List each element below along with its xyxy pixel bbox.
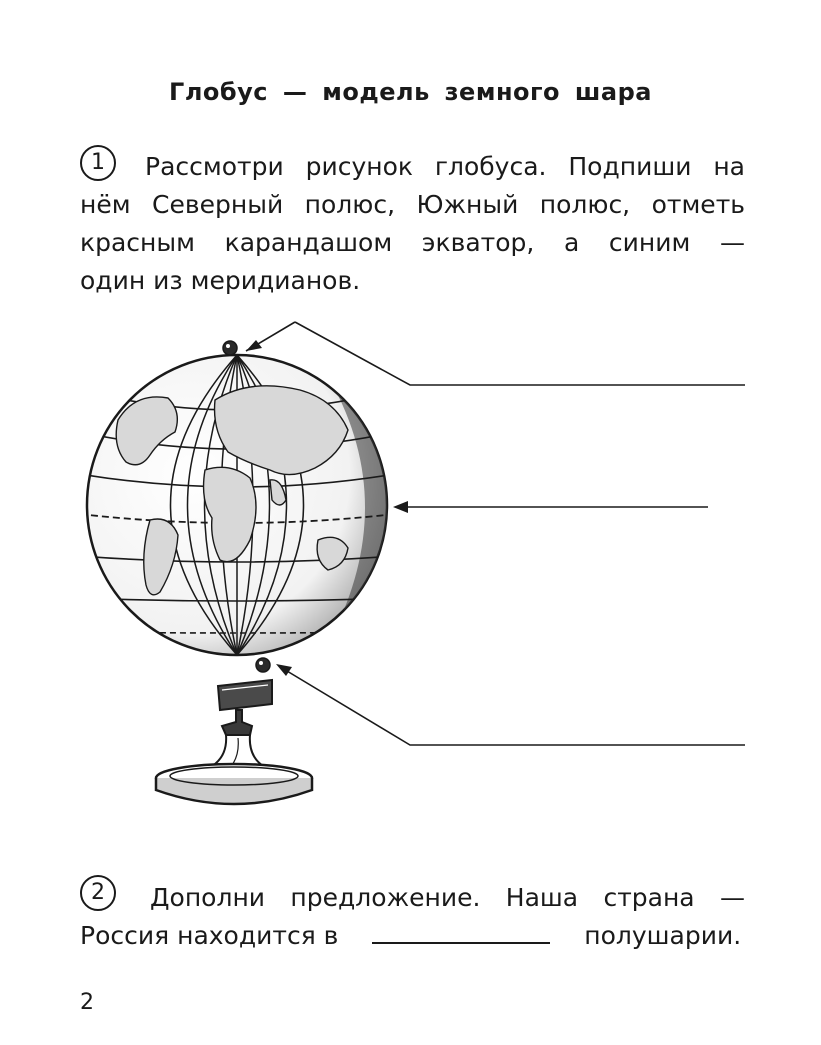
page-number: 2 (80, 990, 94, 1015)
south-pin (256, 658, 270, 672)
pointer-north (295, 322, 745, 385)
task-1-line-4: один из меридианов. (80, 266, 361, 295)
north-pin (223, 341, 237, 355)
task-2-line-1: Дополни предложение. Наша страна — (150, 883, 745, 912)
task-1-line-3: красным карандашом экватор, а синим — (80, 228, 745, 257)
task-2-line-2-start: Россия находится в (80, 921, 339, 950)
task-1-line-1: Рассмотри рисунок глобуса. Подпиши на (145, 152, 745, 181)
task-2-number: 2 (80, 875, 116, 911)
arrowhead-south (276, 664, 292, 676)
pointer-south (282, 668, 745, 745)
page-title: Глобус — модель земного шара (169, 78, 652, 106)
globe-stand (156, 680, 312, 804)
answer-blank[interactable] (372, 920, 550, 944)
task-1-number: 1 (80, 145, 116, 181)
task-2-line-2 (80, 917, 745, 955)
arrowhead-equator (393, 501, 408, 513)
task-1-line-2: нём Северный полюс, Южный полюс, отметь (80, 190, 745, 219)
task-2-line-2-end: полушарии. (584, 921, 742, 950)
